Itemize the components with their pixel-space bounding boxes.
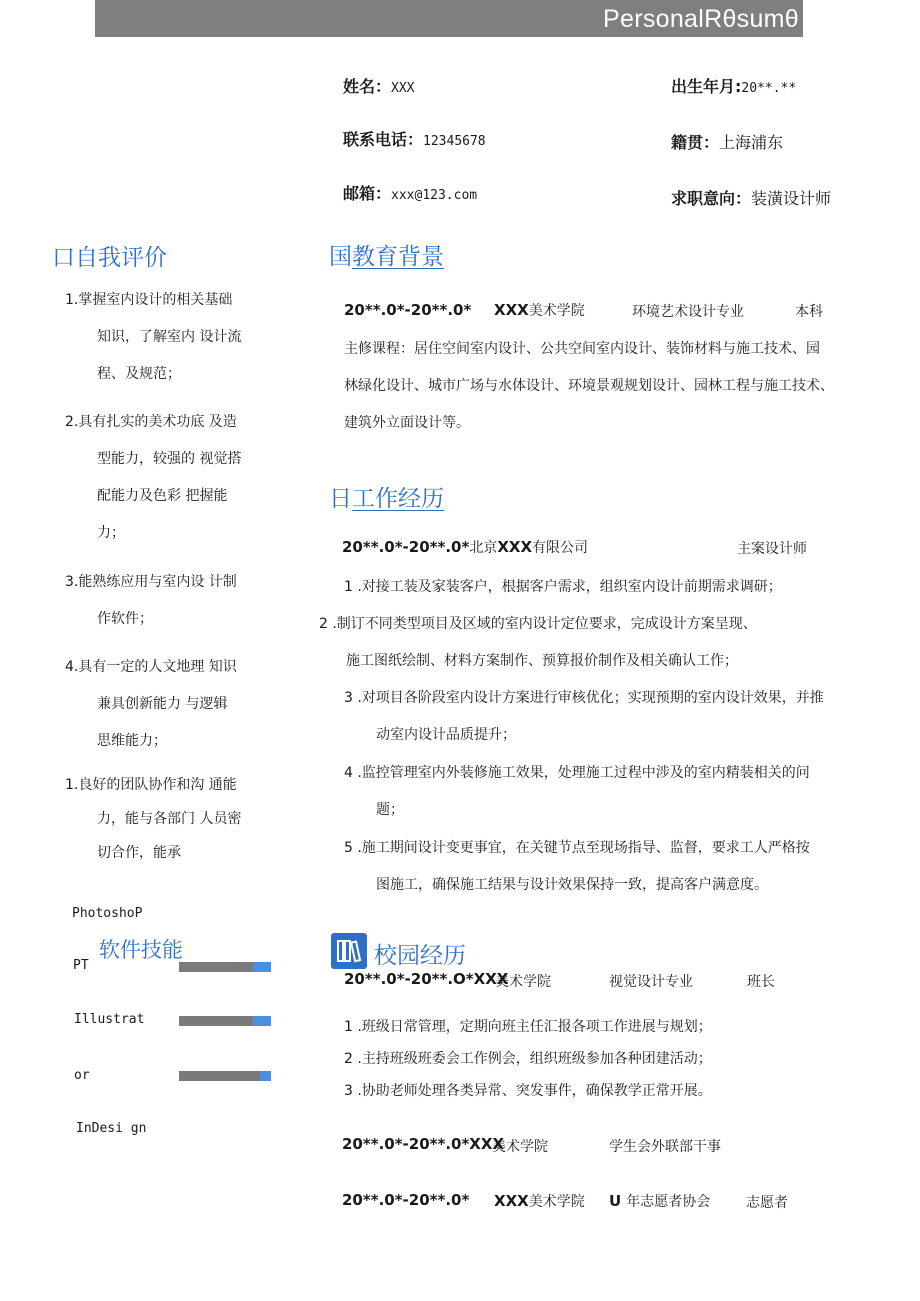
email-label: 邮箱： bbox=[343, 184, 392, 203]
skill-label-indesign: InDesi gn bbox=[76, 1121, 147, 1136]
self-eval-item bbox=[65, 768, 241, 870]
education-title: 教育背景 bbox=[352, 244, 444, 270]
self-eval-line: 思维能力； bbox=[97, 733, 167, 749]
work-duty-line: 1 .对接工装及家装客户，根据客户需求，组织室内设计前期需求调研； bbox=[344, 579, 782, 595]
self-eval-item bbox=[65, 649, 237, 760]
campus-duty-line: 2 .主持班级班委会工作例会，组织班级参加各种团建活动； bbox=[344, 1051, 712, 1067]
work-company-pre: 北京 bbox=[469, 540, 498, 556]
skill-label-photoshop: PhotoshoP bbox=[72, 906, 143, 921]
campus-entry3-school-bold: XXX bbox=[494, 1192, 529, 1210]
skill-label-or: or bbox=[74, 1068, 90, 1083]
campus-entry3-period: 20**.0*-20**.0* bbox=[342, 1191, 470, 1209]
skill-bar-illustrator bbox=[179, 1016, 271, 1026]
self-eval-item bbox=[65, 404, 241, 552]
campus-entry3-org-rest: 年志愿者协会 bbox=[626, 1194, 711, 1210]
work-duty-line: 3 .对项目各阶段室内设计方案进行审核优化；实现预期的室内设计效果，并推 bbox=[344, 690, 824, 706]
phone-row bbox=[343, 127, 486, 150]
education-school-bold: XXX bbox=[494, 301, 529, 319]
origin-row bbox=[671, 130, 783, 153]
campus-entry2-period: 20**.0*-20**.0*XXX bbox=[342, 1135, 505, 1153]
books-icon bbox=[331, 933, 367, 969]
education-course-line: 林绿化设计、城市广场与水体设计、环境景观规划设计、园林工程与施工技术、 bbox=[344, 378, 834, 394]
campus-entry1-major: 视觉设计专业 bbox=[609, 974, 693, 990]
campus-entry3-org bbox=[609, 1191, 710, 1211]
education-school-rest: 美术学院 bbox=[528, 303, 585, 319]
campus-entry2-role: 学生会外联部干事 bbox=[609, 1139, 721, 1155]
self-eval-line: 知识，了解室内 设计流 bbox=[97, 329, 242, 345]
origin-value: 上海浦东 bbox=[719, 133, 784, 152]
work-company-bold: XXX bbox=[497, 538, 533, 556]
education-school bbox=[494, 300, 585, 320]
campus-entry3-school-rest: 美术学院 bbox=[528, 1194, 585, 1210]
work-company-rest: 有限公司 bbox=[532, 540, 589, 556]
skill-bar-fill bbox=[260, 1071, 271, 1081]
email-row bbox=[343, 181, 477, 204]
work-heading bbox=[329, 480, 444, 513]
birth-row bbox=[671, 74, 796, 97]
phone-value: 12345678 bbox=[423, 134, 486, 149]
name-row bbox=[343, 74, 415, 97]
name-value: XXX bbox=[391, 81, 415, 96]
work-duty-line: 题； bbox=[376, 802, 404, 818]
resume-title: PersonalRθsumθ bbox=[603, 5, 799, 33]
self-eval-line: 程、及规范； bbox=[97, 366, 181, 382]
birth-label: 出生年月: bbox=[671, 77, 742, 96]
campus-entry3-org-bold: U bbox=[609, 1192, 622, 1210]
campus-duty-line: 1 .班级日常管理，定期向班主任汇报各项工作进展与规划； bbox=[344, 1019, 712, 1035]
skill-bar-fill bbox=[253, 962, 271, 972]
education-course-line: 建筑外立面设计等。 bbox=[344, 415, 470, 431]
self-eval-prefix: 口 bbox=[52, 245, 75, 271]
education-period: 20**.0*-20**.0* bbox=[344, 301, 472, 319]
campus-entry1-role: 班长 bbox=[747, 974, 775, 990]
self-eval-line: 切合作，能承 bbox=[97, 845, 181, 861]
self-eval-line: 力； bbox=[97, 525, 125, 541]
work-duty-line: 2 .制订不同类型项目及区域的室内设计定位要求，完成设计方案呈现、 bbox=[319, 616, 757, 632]
header-banner bbox=[95, 0, 803, 37]
education-prefix: 国 bbox=[329, 244, 352, 270]
self-eval-line: 3.能熟练应用与室内设 计制 bbox=[65, 574, 237, 590]
self-eval-item bbox=[65, 564, 237, 638]
campus-entry3-role: 志愿者 bbox=[746, 1195, 788, 1211]
education-entry bbox=[344, 300, 471, 319]
work-duty-line: 图施工，确保施工结果与设计效果保持一致，提高客户满意度。 bbox=[376, 877, 768, 893]
education-heading bbox=[329, 238, 444, 271]
self-eval-item bbox=[65, 282, 241, 393]
skill-label-pt: PT bbox=[73, 958, 89, 973]
campus-duty-line: 3 .协助老师处理各类异常、突发事件，确保教学正常开展。 bbox=[344, 1083, 712, 1099]
origin-label: 籍贯： bbox=[671, 133, 720, 152]
work-title: 工作经历 bbox=[352, 486, 444, 512]
work-duty-line: 动室内设计品质提升； bbox=[376, 727, 516, 743]
self-eval-line: 力，能与各部门 人员密 bbox=[97, 811, 242, 827]
self-eval-line: 型能力，较强的 视觉搭 bbox=[97, 451, 242, 467]
campus-heading: 校园经历 bbox=[374, 943, 466, 969]
campus-entry3-school bbox=[494, 1191, 585, 1211]
self-eval-heading bbox=[52, 239, 167, 272]
self-eval-title: 自我评价 bbox=[75, 245, 167, 271]
campus-entry1-period: 20**.0*-20**.O*XXX bbox=[344, 970, 509, 988]
self-eval-line: 1.掌握室内设计的相关基础 bbox=[65, 292, 233, 308]
campus-entry2-school: 美术学院 bbox=[492, 1139, 548, 1155]
self-eval-line: 配能力及色彩 把握能 bbox=[97, 488, 228, 504]
campus-entry1-school: 美术学院 bbox=[495, 974, 551, 990]
name-label: 姓名： bbox=[343, 77, 392, 96]
job-label: 求职意向： bbox=[671, 189, 752, 208]
skill-bar-indesign bbox=[179, 1071, 271, 1081]
skills-heading: 软件技能 bbox=[99, 938, 183, 962]
skill-label-illustrator: Illustrat bbox=[74, 1012, 145, 1027]
self-eval-line: 兼具创新能力 与逻辑 bbox=[97, 696, 228, 712]
phone-label: 联系电话： bbox=[343, 130, 424, 149]
birth-value: 20**.** bbox=[741, 81, 797, 96]
books-icon-graphic bbox=[331, 933, 367, 969]
skill-bar-photoshop bbox=[179, 962, 271, 972]
skill-bar-fill bbox=[253, 1016, 271, 1026]
work-period: 20**.0*-20**.0* bbox=[342, 538, 470, 556]
education-degree: 本科 bbox=[795, 304, 823, 320]
work-entry-header bbox=[342, 537, 588, 557]
education-major: 环境艺术设计专业 bbox=[632, 304, 744, 320]
self-eval-line: 1.良好的团队协作和沟 通能 bbox=[65, 777, 237, 793]
work-prefix: 日 bbox=[329, 486, 352, 512]
work-duty-line: 施工图纸绘制、材料方案制作、预算报价制作及相关确认工作； bbox=[346, 653, 738, 669]
education-course-line: 主修课程：居住空间室内设计、公共空间室内设计、装饰材料与施工技术、园 bbox=[344, 341, 820, 357]
self-eval-line: 4.具有一定的人文地理 知识 bbox=[65, 659, 237, 675]
self-eval-line: 作软件； bbox=[97, 611, 153, 627]
work-duty-line: 5 .施工期间设计变更事宜，在关键节点至现场指导、监督，要求工人严格按 bbox=[344, 840, 810, 856]
work-position: 主案设计师 bbox=[737, 541, 807, 557]
job-row bbox=[671, 186, 831, 209]
work-duty-line: 4 .监控管理室内外装修施工效果，处理施工过程中涉及的室内精装相关的问 bbox=[344, 765, 810, 781]
email-value: xxx@123.com bbox=[391, 188, 478, 203]
job-value: 装潢设计师 bbox=[751, 189, 832, 208]
self-eval-line: 2.具有扎实的美术功底 及造 bbox=[65, 414, 237, 430]
